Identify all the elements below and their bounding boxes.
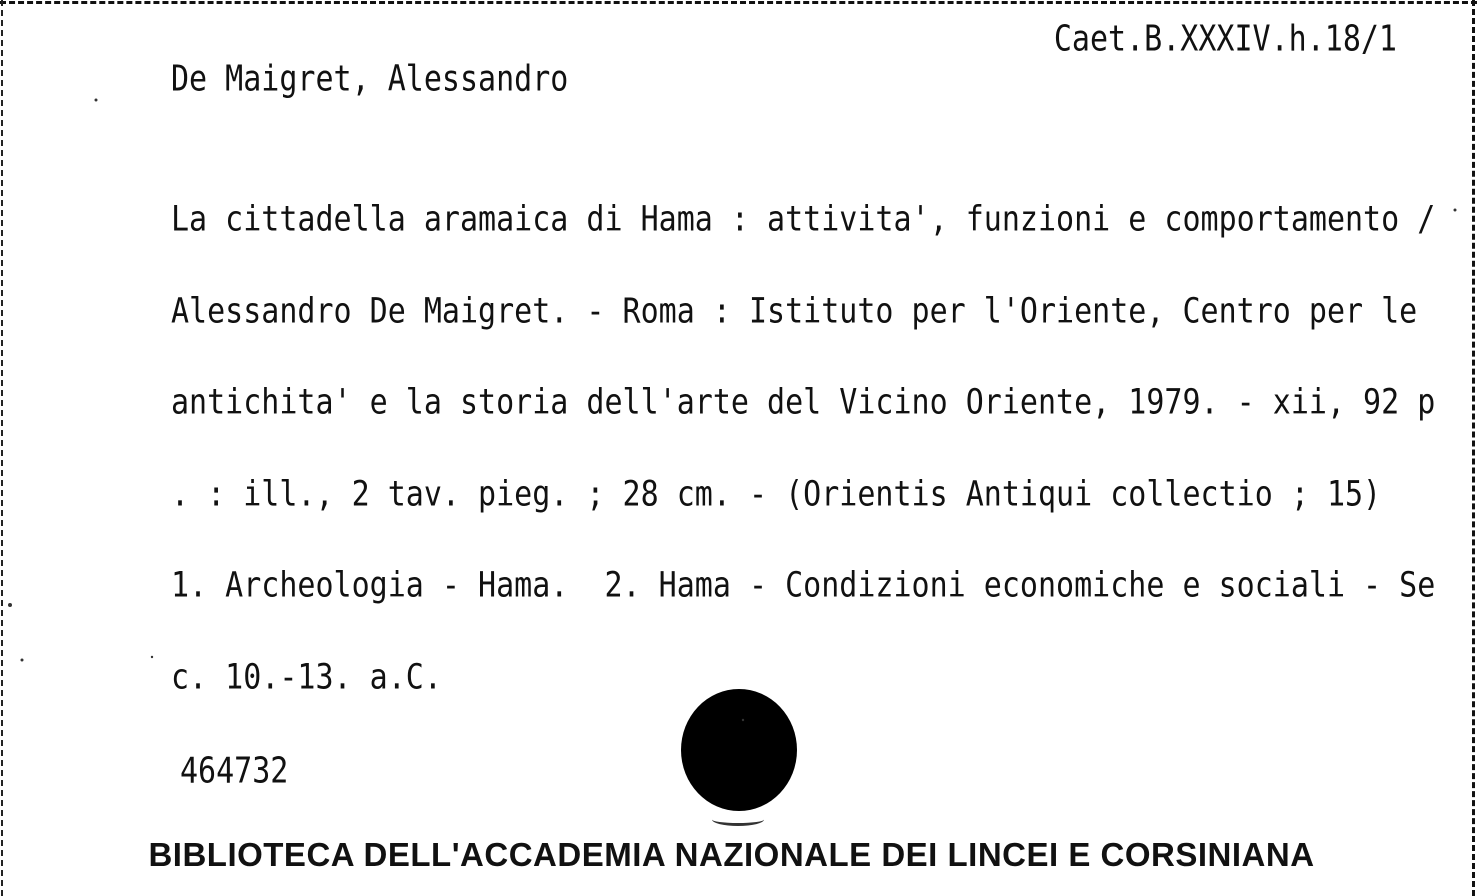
description-line: La cittadella aramaica di Hama : attivita', funzioni e comportamento /: [171, 199, 1436, 240]
description-line: . : ill., 2 tav. pieg. ; 28 cm. - (Orientis Antiqui collectio ; 15): [171, 473, 1382, 515]
bibliographic-description: [171, 155, 1435, 742]
shelfmark: Caet.B.XXXIV.h.18/1: [1053, 18, 1397, 60]
punch-hole-mark: [712, 813, 764, 826]
card-top-edge: [0, 1, 1477, 4]
description-line: 1. Archeologia - Hama. 2. Hama - Condizioni economiche e sociali - Se: [171, 565, 1436, 606]
description-line: antichita' e la storia dell'arte del Vicino Oriente, 1979. - xii, 92 p: [171, 382, 1436, 423]
card-right-edge: [1472, 0, 1475, 896]
description-line: Alessandro De Maigret. - Roma : Istituto per l'Oriente, Centro per le: [171, 290, 1418, 332]
library-name: BIBLIOTECA DELL'ACCADEMIA NAZIONALE DEI LINCEI E CORSINIANA: [148, 836, 1315, 873]
punch-hole: [681, 689, 797, 811]
description-line: c. 10.-13. a.C.: [171, 656, 442, 698]
card-left-edge: [1, 0, 3, 896]
accession-number: 464732: [180, 750, 289, 792]
author-heading: De Maigret, Alessandro: [171, 58, 569, 100]
